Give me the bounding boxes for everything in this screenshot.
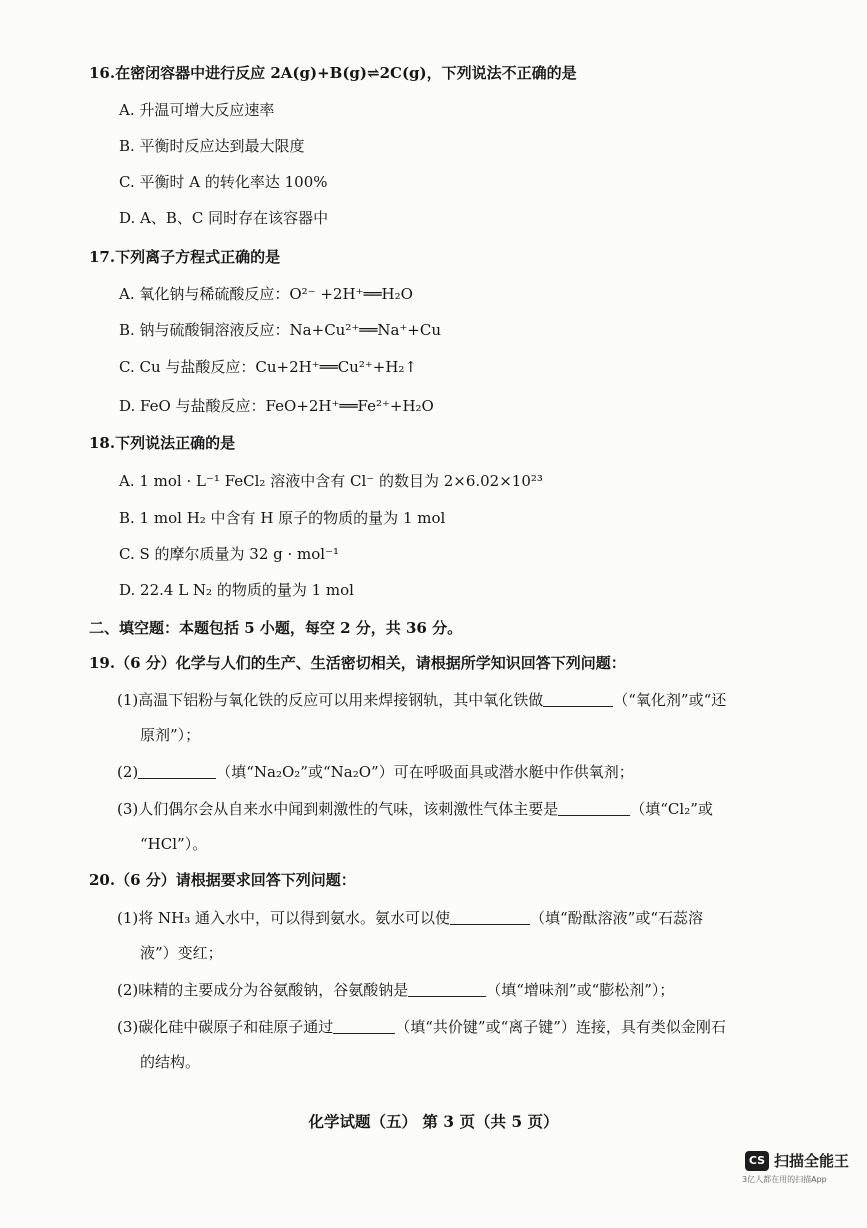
line-q18: [89, 433, 235, 453]
line-q20: [89, 870, 356, 890]
line-text: 20.（6 分）请根据要求回答下列问题：: [89, 871, 356, 889]
line-text-after: （填“增味剂”或“膨松剂”）；: [486, 981, 675, 999]
line-q16-b: [119, 136, 305, 156]
line-text-after: （填“共价键”或“离子键”）连接，具有类似金刚石: [395, 1018, 726, 1036]
line-text: (3)碳化硅中碳原子和硅原子通过: [117, 1018, 334, 1036]
line-text: A. 升温可增大反应速率: [119, 101, 275, 119]
line-text: B. 平衡时反应达到最大限度: [119, 137, 305, 155]
line-text: C. Cu 与盐酸反应：Cu+2H⁺══Cu²⁺+H₂↑: [119, 358, 417, 376]
line-q17: [89, 247, 280, 267]
line-text: 原剂”）；: [140, 726, 201, 744]
line-text: B. 钠与硫酸铜溶液反应：Na+Cu²⁺══Na⁺+Cu: [119, 321, 442, 339]
line-text: 19.（6 分）化学与人们的生产、生活密切相关，请根据所学知识回答下列问题：: [89, 654, 626, 672]
line-q19-2: [117, 762, 634, 782]
answer-blank[interactable]: [138, 762, 216, 779]
line-q19-3b: [140, 834, 207, 854]
line-q16-a: [119, 100, 274, 120]
line-text: (2): [117, 763, 139, 781]
line-q18-a: [119, 471, 543, 491]
line-q18-c: [119, 544, 339, 564]
line-q20-3: [117, 1017, 726, 1037]
line-text: 化学试题（五） 第 3 页（共 5 页）: [308, 1112, 559, 1131]
line-text: B. 1 mol H₂ 中含有 H 原子的物质的量为 1 mol: [119, 509, 446, 527]
line-text: (3)人们偶尔会从自来水中闻到刺激性的气味，该刺激性气体主要是: [117, 800, 559, 818]
line-q19-1: [117, 690, 726, 710]
answer-blank[interactable]: [450, 908, 530, 925]
line-text: C. 平衡时 A 的转化率达 100%: [119, 173, 328, 191]
line-q17-b: [119, 320, 441, 340]
scanner-tagline: 3亿人都在用的扫描App: [742, 1175, 827, 1184]
camscanner-icon: CS: [745, 1151, 769, 1171]
scanner-logo: [745, 1150, 849, 1171]
line-text: D. A、B、C 同时存在该容器中: [119, 209, 329, 227]
line-section-2: [89, 618, 462, 638]
line-q18-d: [119, 580, 354, 600]
answer-blank[interactable]: [558, 799, 630, 816]
line-text: A. 1 mol · L⁻¹ FeCl₂ 溶液中含有 Cl⁻ 的数目为 2×6.02×10²³: [119, 472, 543, 490]
line-text: 二、填空题：本题包括 5 小题，每空 2 分，共 36 分。: [89, 619, 463, 637]
line-q20-1b: [140, 943, 223, 963]
line-q19: [89, 653, 626, 673]
answer-blank[interactable]: [408, 980, 486, 997]
line-q17-d: [119, 396, 434, 416]
answer-blank[interactable]: [333, 1017, 395, 1034]
line-text: (2)味精的主要成分为谷氨酸钠，谷氨酸钠是: [117, 981, 409, 999]
line-text-after: （填“Na₂O₂”或“Na₂O”）可在呼吸面具或潜水艇中作供氧剂；: [216, 763, 634, 781]
line-text: 液”）变红；: [140, 944, 223, 962]
line-text: 17.下列离子方程式正确的是: [89, 248, 281, 266]
line-q17-c: [119, 357, 417, 377]
line-q18-b: [119, 508, 445, 528]
line-text: 的结构。: [140, 1053, 201, 1071]
line-text: “HCl”）。: [140, 835, 208, 853]
line-text: (1)高温下铝粉与氧化铁的反应可以用来焊接钢轨，其中氧化铁做: [117, 691, 544, 709]
line-q16-d: [119, 208, 328, 228]
line-text-after: （填“酚酞溶液”或“石蕊溶: [530, 909, 704, 927]
line-q17-a: [119, 284, 413, 304]
line-text: A. 氧化钠与稀硫酸反应：O²⁻ +2H⁺══H₂O: [119, 285, 413, 303]
line-q16: [89, 63, 577, 83]
line-q16-c: [119, 172, 328, 192]
line-text: 16.在密闭容器中进行反应 2A(g)+B(g)⇌2C(g)，下列说法不正确的是: [89, 64, 577, 82]
line-q20-1: [117, 908, 703, 928]
line-text: D. 22.4 L N₂ 的物质的量为 1 mol: [119, 581, 354, 599]
line-footer: [0, 1112, 867, 1132]
line-q19-3: [117, 799, 713, 819]
line-text-after: （“氧化剂”或“还: [613, 691, 727, 709]
line-text: 18.下列说法正确的是: [89, 434, 236, 452]
scanner-app-name: 扫描全能王: [774, 1152, 850, 1170]
line-text: D. FeO 与盐酸反应：FeO+2H⁺══Fe²⁺+H₂O: [119, 397, 434, 415]
answer-blank[interactable]: [543, 690, 613, 707]
line-text: C. S 的摩尔质量为 32 g · mol⁻¹: [119, 545, 340, 563]
line-q20-2: [117, 980, 674, 1000]
line-q20-3b: [140, 1052, 200, 1072]
line-q19-1b: [140, 725, 200, 745]
line-text: (1)将 NH₃ 通入水中，可以得到氨水。氨水可以使: [117, 909, 451, 927]
line-text-after: （填“Cl₂”或: [630, 800, 713, 818]
